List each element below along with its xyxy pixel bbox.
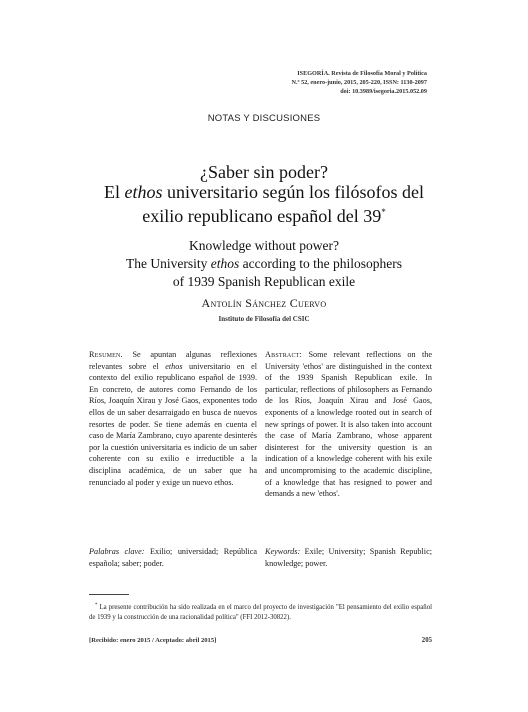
keywords-spanish-text: Exilio; universidad; República española; saber; poder. xyxy=(89,547,257,568)
abstract-spanish xyxy=(89,349,257,488)
footnote xyxy=(89,601,432,622)
english-title-line-3: of 1939 Spanish Republican exile xyxy=(172,274,356,289)
author-name: Antolín Sánchez Cuervo xyxy=(201,296,327,310)
footnote-mark: * xyxy=(95,603,98,608)
english-title-line-1: Knowledge without power? xyxy=(189,238,339,253)
abstract-english xyxy=(265,349,432,500)
journal-header xyxy=(167,69,427,96)
abstract-spanish-text: universitario en el contexto del exilio republicano español de 1939. En concreto, de autores como Fernando de los Ríos, Joaquín Xirau y José Gaos, exponentes todo ellos de un saber desarraigado en busca de nuevos resortes de poder. Se tiene además en cuenta el caso de María Zambrano, cuyo aparente desinterés por la cuestión universitaria es indicio de un saber coherente con su exilio e irreductible a la disciplina académica, de un saber que ha renunciado al poder y exige un nuevo ethos. xyxy=(89,361,257,487)
english-title-line-2 xyxy=(80,255,448,273)
footnote-divider xyxy=(89,594,129,595)
section-heading: NOTAS Y DISCUSIONES xyxy=(207,113,321,124)
journal-name-line: ISEGORÍA. Revista de Filosofía Moral y Política xyxy=(297,70,427,77)
title-text: exilio republicano español del 39 xyxy=(142,206,382,226)
keywords-spanish-label: Palabras clave: xyxy=(89,547,145,556)
english-title-text: The University xyxy=(126,256,211,271)
abstract-english-text: Some relevant reflections on the University 'ethos' are distinguished in the context of the 1939 Spanish Republican exile. In particular, reflections of philosophers as Fernando de los Ríos, Joaquín Xirau and José Gaos, exponents of a knowledge rooted out in search of new springs of power. It is also taken into account the case of María Zambrano, whose apparent disinterest for the university question is an indication of a knowledge coherent with his exile and uncompromising to the academic discipline, of a knowledge that has resigned to power and demands a new 'ethos'. xyxy=(265,350,432,499)
journal-doi-line: doi: 10.3989/isegoria.2015.052.09 xyxy=(340,88,427,95)
title-line-1: ¿Saber sin poder? xyxy=(200,162,328,182)
journal-issue-line: N.º 52, enero-junio, 2015, 205-220, ISSN: 1130-2097 xyxy=(291,79,427,86)
abstract-english-label: Abstract: xyxy=(265,350,302,359)
abstract-spanish-text: Se apuntan algunas reflexiones relevantes sobre el xyxy=(89,350,257,371)
keywords-spanish xyxy=(89,546,257,569)
footnote-text: La presente contribución ha sido realizada en el marco del proyecto de investigación "El pensamiento del exilio español de 1939 y la construcción de una racionalidad política" (FFI 2012-30822). xyxy=(89,604,432,621)
keywords-english xyxy=(265,546,432,569)
title-text: El xyxy=(104,182,125,202)
title-text: universitario según los filósofos del xyxy=(162,182,424,202)
author-affiliation: Instituto de Filosofía del CSIC xyxy=(218,315,310,323)
article-title xyxy=(60,162,468,226)
english-title-emphasis: ethos xyxy=(210,256,240,271)
received-accepted-dates: [Recibido: enero 2015 / Aceptado: abril 2015] xyxy=(89,637,217,644)
title-emphasis: ethos xyxy=(124,182,163,202)
english-title-text: according to the philosophers xyxy=(239,256,402,271)
footnote-reference[interactable]: * xyxy=(381,207,386,217)
abstract-spanish-label: Resumen. xyxy=(89,350,123,359)
abstract-spanish-emphasis: ethos xyxy=(165,361,183,371)
keywords-english-label: Keywords: xyxy=(265,547,301,556)
keywords-english-text: Exile; University; Spanish Republic; knowledge; power. xyxy=(265,547,432,568)
title-line-3 xyxy=(60,202,468,226)
page-number: 205 xyxy=(421,637,432,644)
title-line-2 xyxy=(60,182,468,202)
english-title xyxy=(80,237,448,291)
